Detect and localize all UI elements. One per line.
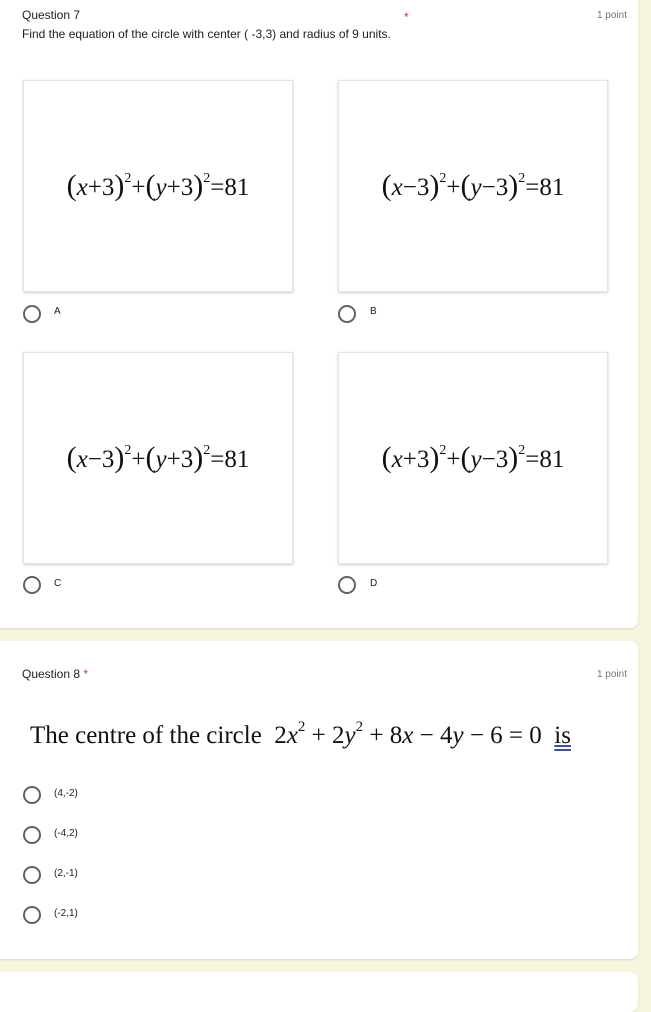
option-b-image[interactable]	[338, 80, 608, 292]
option-4-neg2-label: (4,-2)	[54, 788, 78, 799]
option-a-radio[interactable]	[23, 305, 41, 323]
question-8-required-mark: *	[83, 667, 89, 681]
option-b-radio[interactable]	[338, 305, 356, 323]
question-8-image: The centre of the circle $2x^2 + 2y^2 + 8x - 4y - 6 = 0$ is	[30, 719, 571, 749]
option-2-neg1-label: (2,-1)	[54, 868, 78, 879]
option-b-equation: $(x-3)^2+(y-3)^2=81$	[381, 168, 565, 202]
question-8-card	[0, 641, 638, 959]
question-8-title	[22, 667, 88, 681]
question-7-points: 1 point	[596, 10, 627, 21]
option-d-label: D	[370, 578, 378, 589]
question-8-points: 1 point	[596, 669, 627, 680]
option-b-label: B	[370, 306, 377, 317]
option-d-radio[interactable]	[338, 576, 356, 594]
option-c-label: C	[54, 578, 62, 589]
option-2-neg1-radio[interactable]	[23, 866, 41, 884]
option-neg4-2-label: (-4,2)	[54, 828, 78, 839]
option-c-radio[interactable]	[23, 576, 41, 594]
option-neg2-1-label: (-2,1)	[54, 908, 78, 919]
option-d-image[interactable]	[338, 352, 608, 564]
question-7-text: Find the equation of the circle with center ( -3,3) and radius of 9 units.	[22, 27, 391, 41]
option-c-image[interactable]	[23, 352, 293, 564]
option-4-neg2-radio[interactable]	[23, 786, 41, 804]
option-neg2-1-radio[interactable]	[23, 906, 41, 924]
question-8-title-text: Question 8	[22, 667, 81, 681]
option-d-equation: $(x+3)^2+(y-3)^2=81$	[381, 440, 565, 474]
question-7-title: Question 7	[22, 8, 81, 22]
question-9-card	[0, 972, 638, 1012]
option-a-equation: $(x+3)^2+(y+3)^2=81$	[66, 168, 250, 202]
option-neg4-2-radio[interactable]	[23, 826, 41, 844]
option-a-image[interactable]	[23, 80, 293, 292]
option-c-equation: $(x-3)^2+(y+3)^2=81$	[66, 440, 250, 474]
option-a-label: A	[54, 306, 61, 317]
required-mark: *	[404, 10, 409, 24]
